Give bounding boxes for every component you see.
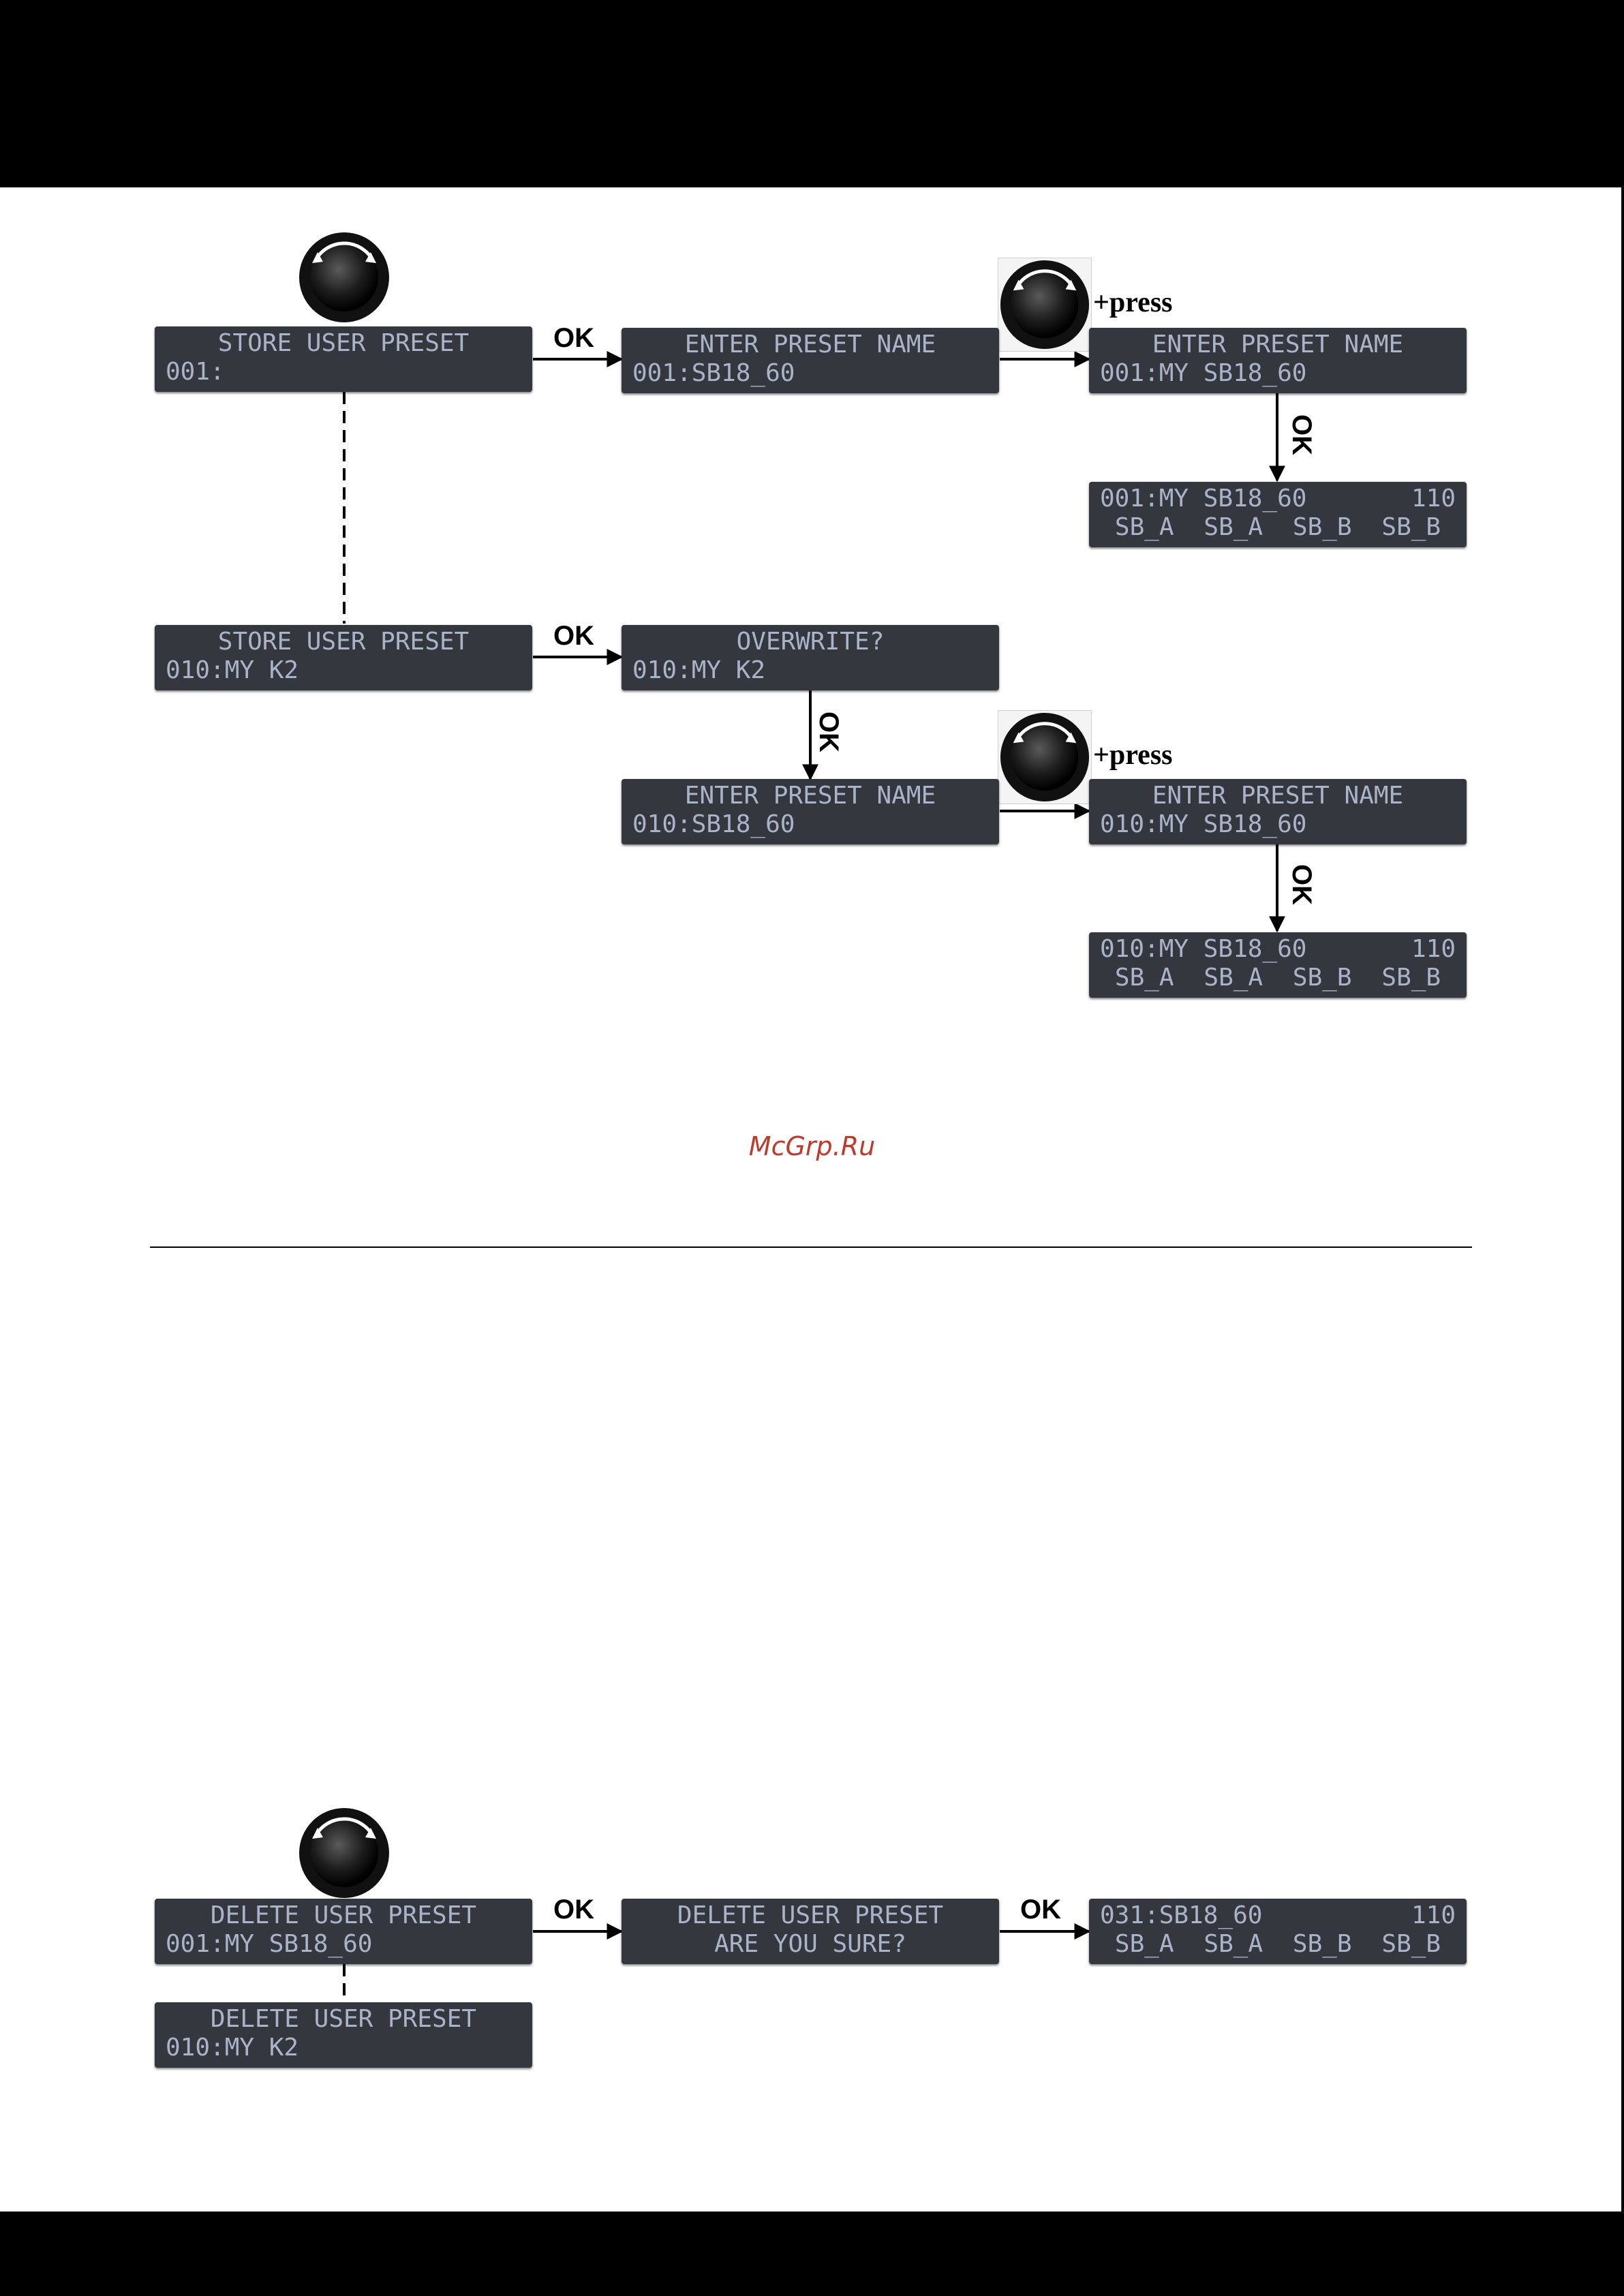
ok-label: OK	[814, 711, 844, 752]
preset-value: 110	[1411, 485, 1456, 512]
output-col: SB_A	[1114, 964, 1174, 992]
lcd-overwrite	[622, 625, 999, 690]
lcd-line-1: STORE USER PRESET	[217, 329, 470, 357]
press-label: +press	[1093, 739, 1173, 771]
preset-name: 001:MY SB18_60	[1100, 485, 1307, 512]
lcd-store-user-preset-010	[155, 625, 532, 690]
output-col: SB_A	[1204, 1930, 1263, 1958]
lcd-line-1	[1100, 1901, 1456, 1930]
output-col: SB_A	[1204, 513, 1263, 541]
ok-label: OK	[553, 621, 594, 651]
lcd-line-1: STORE USER PRESET	[217, 628, 470, 656]
ok-label: OK	[553, 323, 594, 353]
rotary-knob-icon	[297, 230, 391, 324]
ok-label: OK	[1020, 1895, 1061, 1925]
output-col: SB_B	[1381, 964, 1441, 992]
lcd-line-1	[1100, 935, 1456, 964]
lcd-line-2: 001:MY SB18_60	[166, 1930, 373, 1958]
lcd-enter-preset-name-010	[622, 779, 999, 844]
output-col: SB_B	[1292, 513, 1352, 541]
output-col: SB_B	[1292, 1930, 1352, 1958]
lcd-line-1: ENTER PRESET NAME	[684, 331, 936, 358]
lcd-enter-preset-name-010-edited	[1089, 779, 1467, 844]
lcd-line-1: OVERWRITE?	[736, 628, 885, 656]
lcd-preset-stored-010	[1089, 932, 1467, 998]
lcd-line-1: ENTER PRESET NAME	[684, 782, 936, 810]
ok-label: OK	[553, 1895, 594, 1925]
lcd-line-2: 010:MY K2	[166, 2034, 299, 2062]
ok-label: OK	[1287, 414, 1317, 455]
lcd-after-delete	[1089, 1899, 1467, 1964]
lcd-line-2: 001:	[166, 358, 225, 386]
section-divider	[150, 1246, 1472, 1248]
lcd-line-2: 010:SB18_60	[632, 810, 795, 838]
ok-label: OK	[1287, 864, 1317, 905]
lcd-line-1: DELETE USER PRESET	[210, 2005, 477, 2033]
rotary-knob-icon	[998, 258, 1092, 352]
watermark-link[interactable]: McGrp.Ru	[748, 1131, 876, 1161]
output-col: SB_B	[1381, 513, 1441, 541]
preset-name: 010:MY SB18_60	[1100, 935, 1307, 963]
lcd-preset-stored	[1089, 482, 1467, 547]
lcd-line-2: 010:MY K2	[632, 656, 766, 684]
output-col: SB_A	[1204, 964, 1263, 992]
lcd-line-2: 001:MY SB18_60	[1100, 359, 1307, 387]
lcd-delete-user-preset	[155, 1899, 532, 1964]
lcd-line-1	[1100, 485, 1456, 513]
lcd-line-1: DELETE USER PRESET	[210, 1901, 477, 1929]
lcd-line-2: 010:MY SB18_60	[1100, 810, 1307, 838]
lcd-line-1: ENTER PRESET NAME	[1152, 331, 1404, 358]
rotary-knob-icon	[998, 710, 1092, 804]
lcd-delete-user-preset-010	[155, 2002, 532, 2068]
output-col: SB_A	[1114, 513, 1174, 541]
lcd-line-2	[1100, 964, 1456, 992]
lcd-line-2	[1100, 513, 1456, 542]
lcd-line-1: ENTER PRESET NAME	[1152, 782, 1404, 810]
rotary-knob-icon	[297, 1806, 391, 1900]
lcd-line-2: ARE YOU SURE?	[714, 1930, 906, 1958]
lcd-line-2: 001:SB18_60	[632, 359, 795, 387]
lcd-line-2: 010:MY K2	[166, 656, 299, 684]
output-col: SB_B	[1292, 964, 1352, 992]
preset-value: 110	[1411, 935, 1456, 963]
preset-name: 031:SB18_60	[1100, 1901, 1263, 1929]
lcd-store-user-preset	[155, 326, 532, 392]
press-label: +press	[1093, 287, 1173, 318]
lcd-enter-preset-name-edited	[1089, 328, 1467, 393]
preset-value: 110	[1411, 1901, 1456, 1929]
output-col: SB_A	[1114, 1930, 1174, 1958]
output-col: SB_B	[1381, 1930, 1441, 1958]
lcd-enter-preset-name	[622, 328, 999, 393]
lcd-line-2	[1100, 1930, 1456, 1959]
lcd-line-1: DELETE USER PRESET	[677, 1901, 944, 1929]
lcd-delete-are-you-sure	[622, 1899, 999, 1964]
